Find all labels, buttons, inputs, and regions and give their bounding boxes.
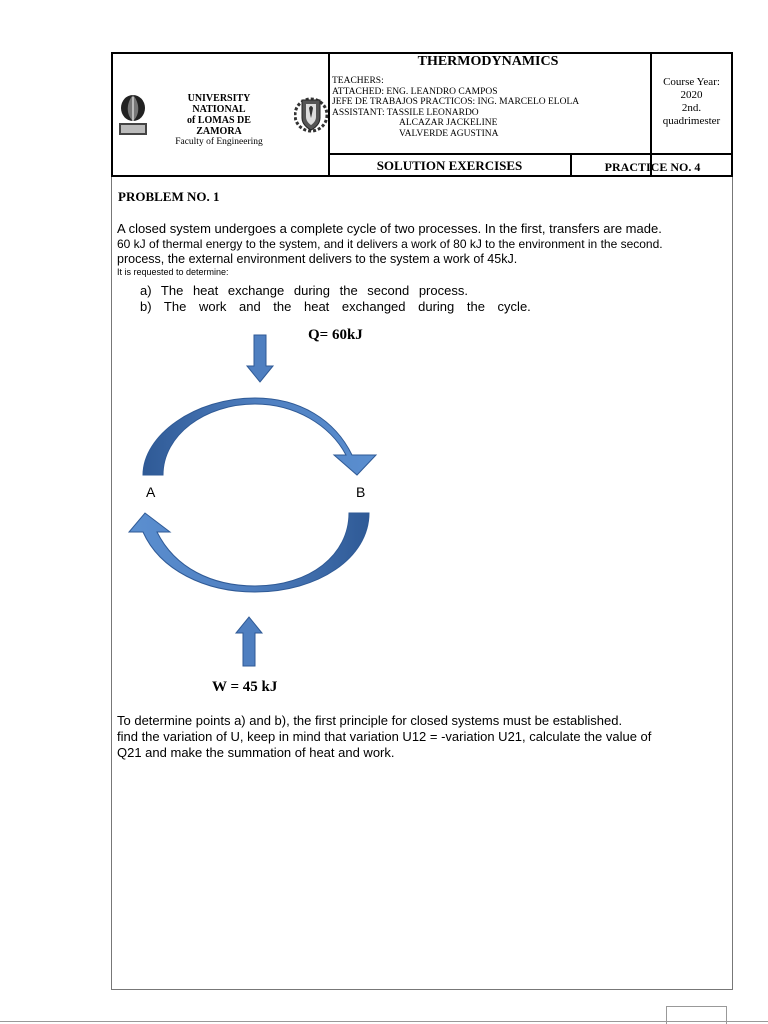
header-divider <box>328 54 330 175</box>
faculty-logo <box>294 92 328 138</box>
practice-number: PRACTICE NO. 4 <box>604 160 701 174</box>
problem-text: process, the external environment delivers to the system a work of 45kJ. <box>117 252 518 266</box>
staff-line: JEFE DE TRABAJOS PRACTICOS: ING. MARCELO ELOLA <box>332 97 580 107</box>
university-line: of LOMAS DE ZAMORA <box>187 115 251 137</box>
course-year-label: Course Year: <box>663 76 720 88</box>
staff-list <box>332 76 579 139</box>
problem-text: It is requested to determine: <box>117 267 229 277</box>
question-a: a) The heat exchange during the second process. <box>140 283 468 298</box>
question-b: b) The work and the heat exchanged during the cycle. <box>140 299 531 314</box>
course-info <box>650 76 733 128</box>
solution-text: find the variation of U, keep in mind that variation U12 = -variation U21, calculate the value of <box>117 729 652 744</box>
page-separator <box>0 1021 768 1022</box>
course-title: THERMODYNAMICS <box>417 54 559 69</box>
staff-line: ATTACHED: ENG. LEANDRO CAMPOS <box>332 86 498 97</box>
university-line: NATIONAL <box>192 104 246 115</box>
header-divider <box>328 153 733 155</box>
process-2-arrow <box>129 513 369 592</box>
problem-heading: PROBLEM NO. 1 <box>118 189 220 204</box>
staff-line: ASSISTANT: TASSILE LEONARDO <box>332 107 479 118</box>
cycle-diagram <box>120 320 400 710</box>
solution-exercises-label: SOLUTION EXERCISES <box>376 158 523 173</box>
solution-text: Q21 and make the summation of heat and work. <box>117 745 395 760</box>
staff-line: ALCAZAR JACKELINE <box>399 118 498 128</box>
next-page-edge <box>666 1006 727 1024</box>
university-name <box>164 93 274 137</box>
state-b-label: B <box>356 484 366 500</box>
term-line: quadrimester <box>662 115 721 127</box>
university-line: UNIVERSITY <box>187 93 251 104</box>
university-logo <box>116 93 150 139</box>
process-1-arrow <box>143 398 376 475</box>
heat-label: Q= 60kJ <box>308 327 363 343</box>
faculty-name: Faculty of Engineering <box>175 137 263 147</box>
state-a-label: A <box>146 484 156 500</box>
solution-text: To determine points a) and b), the first principle for closed systems must be established. <box>117 713 623 728</box>
problem-text: 60 kJ of thermal energy to the system, and it delivers a work of 80 kJ to the environment in the second. <box>117 237 663 251</box>
heat-input-arrow <box>247 335 273 382</box>
term-line: 2nd. <box>681 102 702 114</box>
work-label: W = 45 kJ <box>212 679 278 695</box>
work-input-arrow <box>236 617 262 666</box>
course-year: 2020 <box>680 89 703 101</box>
staff-line: TEACHERS: <box>332 76 384 86</box>
problem-text: A closed system undergoes a complete cycle of two processes. In the first, transfers are made. <box>117 221 662 236</box>
staff-line: VALVERDE AGUSTINA <box>399 128 499 139</box>
